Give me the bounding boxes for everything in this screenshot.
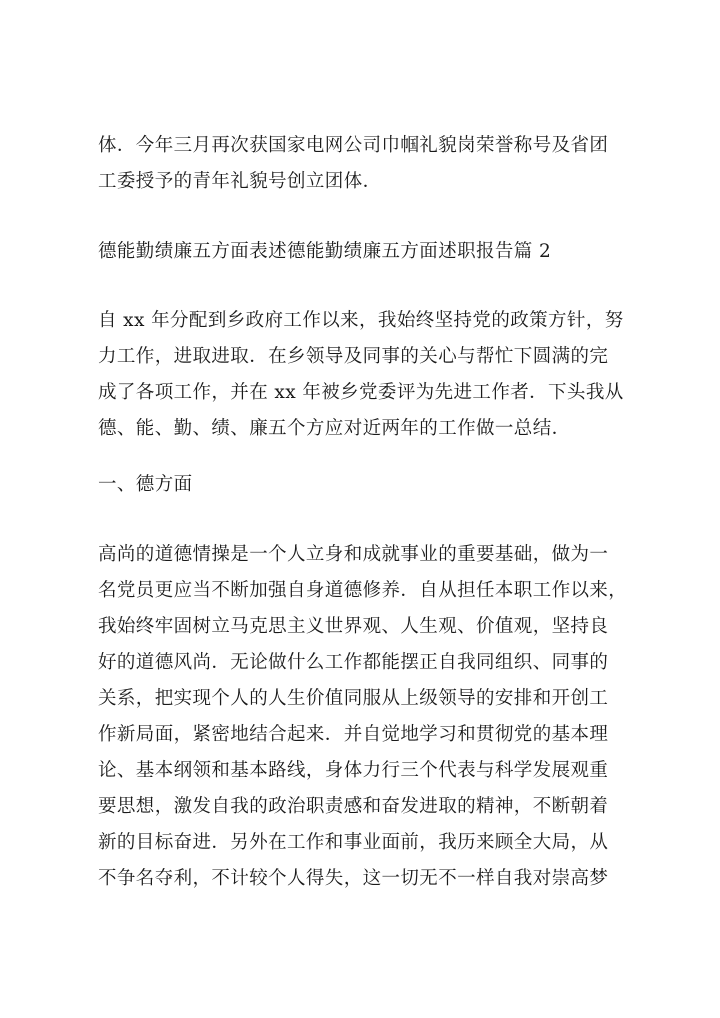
- text-line: 体．今年三月再次获国家电网公司巾帼礼貌岗荣誉称号及省团: [98, 135, 609, 156]
- text-line: 成了各项工作，并在 xx 年被乡党委评为先进工作者．下头我从: [98, 382, 624, 403]
- paragraph-award-continuation: [98, 128, 638, 200]
- paragraph-morality-body: [98, 537, 638, 897]
- text-line: 高尚的道德情操是一个人立身和成就事业的重要基础，做为一: [98, 544, 609, 565]
- text-line: 好的道德风尚．无论做什么工作都能摆正自我同组织、同事的: [98, 652, 609, 673]
- text-line: 要思想，激发自我的政治职责感和奋发进取的精神，不断朝着: [98, 796, 609, 817]
- paragraph-introduction: [98, 303, 638, 447]
- text-line: 作新局面，紧密地结合起来．并自觉地学习和贯彻党的基本理: [98, 724, 609, 745]
- text-line: 论、基本纲领和基本路线，身体力行三个代表与科学发展观重: [98, 760, 609, 781]
- section-heading-morality: [98, 467, 638, 503]
- text-line: 名党员更应当不断加强自身道德修养．自从担任本职工作以来，: [98, 580, 628, 601]
- text-line: 自 xx 年分配到乡政府工作以来，我始终坚持党的政策方针，努: [98, 310, 624, 331]
- text-line: 德、能、勤、绩、廉五个方应对近两年的工作做一总结．: [98, 418, 571, 439]
- text-line: 工委授予的青年礼貌号创立团体．: [98, 171, 382, 192]
- text-line: 我始终牢固树立马克思主义世界观、人生观、价值观，坚持良: [98, 616, 609, 637]
- text-line: 不争名夺利，不计较个人得失，这一切无不一样自我对崇高梦: [98, 868, 609, 889]
- text-line: 关系，把实现个人的人生价值同服从上级领导的安排和开创工: [98, 688, 609, 709]
- text-line: 新的目标奋进．另外在工作和事业面前，我历来顾全大局，从: [98, 832, 609, 853]
- text-line: 力工作，进取进取．在乡领导及同事的关心与帮忙下圆满的完: [98, 346, 609, 367]
- section-heading-report-title: [98, 234, 638, 270]
- text-line: 一、德方面: [98, 474, 193, 495]
- text-line: 德能勤绩廉五方面表述德能勤绩廉五方面述职报告篇 2: [98, 241, 552, 262]
